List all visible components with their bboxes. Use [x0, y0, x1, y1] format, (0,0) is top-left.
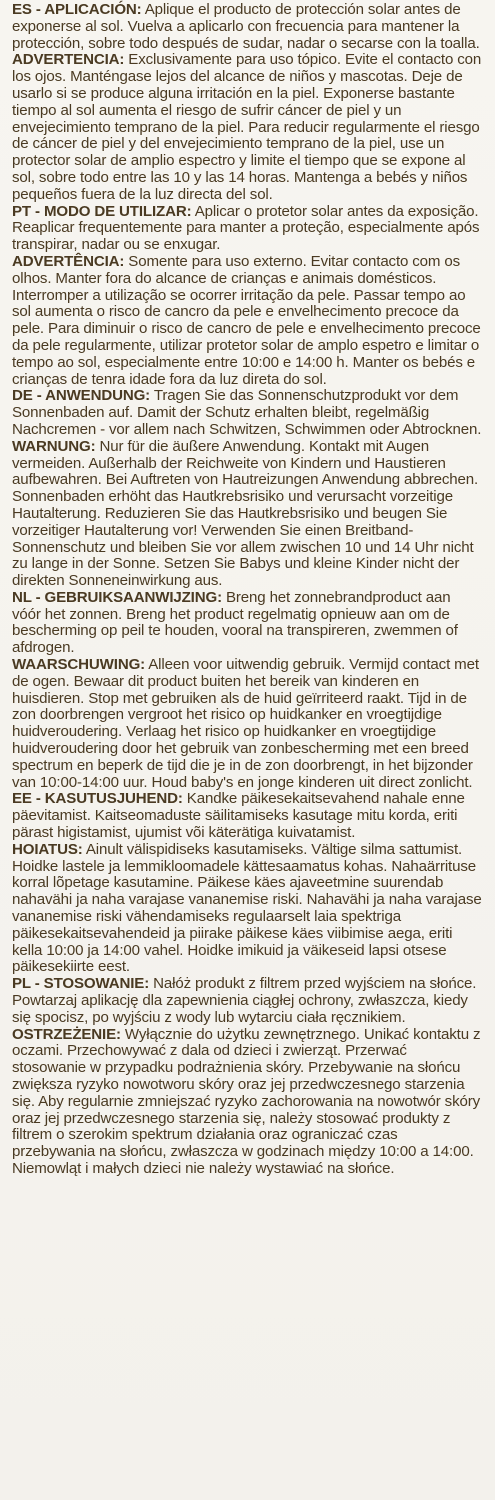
section-text: Kandke päikesekaitsevahend nahale enne päevitamist. Kaitseomaduste säilitamiseks kasutage mitu korda, eriti pärast higistamist, ujumist või käterätiga kuivatamist.	[12, 790, 465, 842]
section-pt-warning	[12, 254, 483, 388]
section-heading: WARNUNG:	[12, 437, 96, 455]
section-pl-warning	[12, 1027, 483, 1178]
section-es-application	[12, 2, 483, 52]
section-text: Nur für die äußere Anwendung. Kontakt mit Augen vermeiden. Außerhalb der Reichweite von Kindern und Haustieren aufbewahren. Bei Auftreten von Hautreizungen Anwendung abbrechen. Sonnenbaden erhöht das Hautkrebsrisiko und verursacht vorzeitige Hautalterung. Reduzieren Sie das Hautkrebsrisiko und beugen Sie vorzeitiger Hautalterung vor! Verwenden Sie einen Breitband-Sonnenschutz und bleiben Sie vor allem zwischen 10 und 14 Uhr nicht zu lange in der Sonne. Setzen Sie Babys und kleine Kinder nicht der direkten Sonneneinwirkung aus.	[12, 437, 479, 590]
section-heading: WAARSCHUWING:	[12, 656, 146, 674]
section-text: Alleen voor uitwendig gebruik. Vermijd contact met de ogen. Bewaar dit product buiten het bereik van kinderen en huisdieren. Stop met gebruiken als de huid geïrriteerd raakt. Tijd in de zon doorbrengen vergroot het risico op huidkanker en vroegtijdige huidveroudering. Verlaag het risico op huidkanker en vroegtijdige huidveroudering door het gebruik van zonbescherming met een breed spectrum en beperk de tijd die je in de zon doorbrengt, in het bijzonder van 10:00-14:00 uur. Houd baby's en jonge kinderen uit direct zonlicht.	[12, 656, 479, 791]
section-text: Ainult välispidiseks kasutamiseks. Vältige silma sattumist. Hoidke lastele ja lemmikloomadele kättesaamatus kohas. Nahaärrituse korral lõpetage kasutamine. Päikese käes ajaveetmine suurendab nahavähi ja naha varajase vananemise riski. Nahavähi ja naha varajase vananemise riski vähendamiseks regulaarselt laia spektriga päikesekaitsevahendeid ja piirake päikese käes viibimise aega, eriti kella 10:00 ja 14:00 vahel. Hoidke imikuid ja väikeseid lapsi otsese päikesekiirte eest.	[12, 840, 482, 976]
section-text: Exclusivamente para uso tópico. Evite el contacto con los ojos. Manténgase lejos del alcance de niños y mascotas. Deje de usarlo si se produce alguna irritación en la piel. Exponerse bastante tiempo al sol aumenta el riesgo de sufrir cáncer de piel y un envejecimiento temprano de la piel. Para reducir regularmente el riesgo de cáncer de piel y del envejecimiento temprano de la piel, use un protector solar de amplio espectro y limite el tiempo que se expone al sol, sobre todo entre las 10 y las 14 horas. Mantenga a bebés y niños pequeños fuera de la luz directa del sol.	[12, 51, 482, 203]
section-es-warning	[12, 52, 483, 203]
section-heading: HOIATUS:	[12, 840, 83, 858]
section-heading: ADVERTÊNCIA:	[12, 252, 125, 270]
section-text: Breng het zonnebrandproduct aan vóór het zonnen. Breng het product regelmatig opnieuw aan om de bescherming op peil te houden, vooral na transpireren, zwemmen of afdrogen.	[12, 588, 458, 657]
section-ee-warning	[12, 842, 483, 976]
section-heading: ES - APLICACIÓN:	[12, 1, 142, 18]
section-text: Somente para uso externo. Evitar contacto com os olhos. Manter fora do alcance de crianças e animais domésticos. Interromper a utilização se ocorrer irritação da pele. Passar tempo ao sol aumenta o risco de cancro da pele e envelhecimento precoce da pele. Para diminuir o risco de cancro de pele e envelhecimento precoce da pele regularmente, utilizar protetor solar de amplo espetro e limitar o tempo ao sol, especialmente entre 10:00 e 14:00 h. Manter os bebés e crianças de tenra idade fora da luz direta do sol.	[12, 252, 481, 388]
section-heading: OSTRZEŻENIE:	[12, 1025, 121, 1043]
section-heading: NL - GEBRUIKSAANWIJZING:	[12, 588, 222, 606]
section-nl-application	[12, 590, 483, 657]
section-text: Wyłącznie do użytku zewnętrznego. Unikać kontaktu z oczami. Przechowywać z dala od dzieci i zwierząt. Przerwać stosowanie w przypadku podrażnienia skóry. Przebywanie na słońcu zwiększa ryzyko nowotworu skóry oraz jej przedwczesnego starzenia się. Aby regularnie zmniejszać ryzyko zachorowania na nowotwór skóry oraz jej przedwczesnego starzenia się, należy stosować produkty z filtrem o szerokim spektrum działania oraz ograniczać czas przebywania na słońcu, zwłaszcza w godzinach między 10:00 a 14:00. Niemowląt i małych dzieci nie należy wystawiać na słońce.	[12, 1025, 481, 1177]
section-pl-application	[12, 976, 483, 1026]
section-de-application	[12, 388, 483, 438]
section-text: Tragen Sie das Sonnenschutzprodukt vor dem Sonnenbaden auf. Damit der Schutz erhalten bleibt, regelmäßig Nachcremen - vor allem nach Schwitzen, Schwimmen oder Abtrocknen.	[12, 387, 482, 438]
section-heading: PL - STOSOWANIE:	[12, 975, 150, 993]
section-heading: DE - ANWENDUNG:	[12, 387, 151, 405]
section-text: Aplique el producto de protección solar antes de exponerse al sol. Vuelva a aplicarlo con frecuencia para mantener la protección, sobre todo después de sudar, nadar o secarse con la toalla.	[12, 1, 480, 52]
section-text: Nałóż produkt z filtrem przed wyjściem na słońce. Powtarzaj aplikację dla zapewnienia ciągłej ochrony, zwłaszcza, kiedy się spocisz, po wyjściu z wody lub wytarciu ciała ręcznikiem.	[12, 975, 477, 1026]
section-pt-application	[12, 204, 483, 254]
section-nl-warning	[12, 657, 483, 791]
section-heading: PT - MODO DE UTILIZAR:	[12, 202, 192, 220]
section-ee-application	[12, 791, 483, 841]
section-de-warning	[12, 439, 483, 590]
section-heading: ADVERTENCIA:	[12, 51, 125, 69]
section-text: Aplicar o protetor solar antes da exposição. Reaplicar frequentemente para manter a proteção, especialmente após transpirar, nadar ou se enxugar.	[12, 202, 480, 254]
section-heading: EE - KASUTUSJUHEND:	[12, 790, 183, 808]
